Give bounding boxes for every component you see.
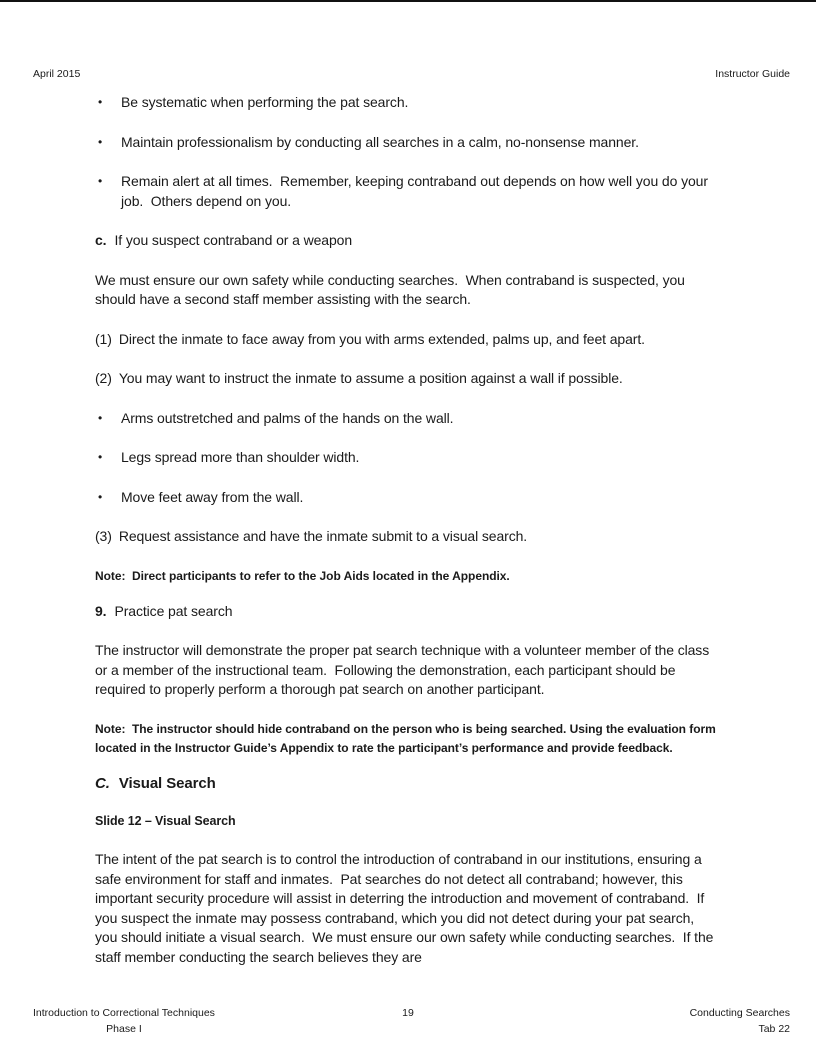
item-text: If you suspect contraband or a weapon — [114, 232, 353, 248]
paragraph: The instructor will demonstrate the proper pat search technique with a volunteer member of the class or a member of the instructional team. Following the demonstration, each participant should be required to properly perform a thorough pat search on another participant. — [95, 642, 713, 697]
item-label: (3) — [95, 528, 112, 544]
header-date: April 2015 — [33, 68, 81, 80]
bullet-text: Remain alert at all times. Remember, keeping contraband out depends on how well you do your job. Others depend on you. — [121, 173, 712, 209]
numbered-item — [95, 527, 717, 547]
header-doc-title: Instructor Guide — [715, 68, 790, 80]
bullet-item — [95, 448, 717, 468]
footer-course-phase: Phase I — [106, 1023, 142, 1035]
bullet-text: Arms outstretched and palms of the hands on the wall. — [121, 409, 454, 426]
item-label: (1) — [95, 330, 112, 347]
bullet-text: Maintain professionalism by conducting all searches in a calm, no-nonsense manner. — [121, 133, 639, 150]
bullet-item — [95, 488, 717, 508]
document-body — [95, 93, 720, 987]
footer-section-title: Conducting Searches — [689, 1007, 790, 1019]
item-label: (2) — [95, 370, 112, 386]
bullet-icon: • — [98, 95, 103, 109]
lettered-heading — [95, 231, 717, 251]
item-label: 9. — [95, 602, 107, 619]
bullet-text: Legs spread more than shoulder width. — [121, 449, 360, 465]
bullet-item — [95, 93, 717, 113]
lettered-heading — [95, 602, 717, 622]
bullet-item — [95, 133, 717, 153]
footer-section — [690, 1005, 790, 1037]
item-label: c. — [95, 232, 107, 248]
item-text: Direct the inmate to face away from you with arms extended, palms up, and feet apart. — [118, 330, 645, 347]
bullet-icon: • — [98, 489, 103, 504]
bullet-icon: • — [98, 450, 103, 464]
section-heading — [95, 774, 717, 794]
bullet-item — [95, 409, 717, 429]
bullet-icon: • — [98, 174, 103, 188]
numbered-item — [95, 369, 717, 389]
page-header — [33, 68, 790, 81]
paragraph: The intent of the pat search is to control the introduction of contraband in our institutions, ensuring a safe environment for staff and inmates. Pat searches do not detect all contraband; however, this important security procedure will assist in deterring the introduction and movement of contraband. If you suspect the inmate may possess contraband, which you did not detect during your pat search, you should initiate a visual search. We must ensure our own safety while conducting searches. If the staff member conducting the search believes they are — [95, 851, 718, 965]
footer-course-title: Introduction to Correctional Techniques — [33, 1007, 215, 1019]
footer-tab: Tab 22 — [758, 1023, 790, 1035]
item-text: You may want to instruct the inmate to assume a position against a wall if possible. — [118, 370, 623, 386]
instructor-note: Note: The instructor should hide contraband on the person who is being searched. Using the evaluation form located in the Instructor Guide’s Appendix to rate the participant’s performance and provide feedback. — [95, 721, 720, 755]
item-text: Request assistance and have the inmate submit to a visual search. — [118, 528, 528, 544]
bullet-text: Be systematic when performing the pat search. — [121, 94, 409, 110]
bullet-icon: • — [98, 410, 103, 425]
numbered-item — [95, 330, 717, 350]
instructor-note: Note: Direct participants to refer to the Job Aids located in the Appendix. — [95, 568, 510, 583]
footer-page-number: 19 — [402, 1007, 414, 1019]
item-text: Practice pat search — [114, 602, 233, 619]
bullet-text: Move feet away from the wall. — [121, 488, 304, 505]
bullet-item — [95, 172, 717, 211]
section-label: C. — [95, 774, 110, 792]
section-title: Visual Search — [118, 774, 216, 792]
paragraph: We must ensure our own safety while conducting searches. When contraband is suspected, you should have a second staff member assisting with the search. — [95, 271, 689, 307]
bullet-icon: • — [98, 134, 103, 149]
slide-reference: Slide 12 – Visual Search — [95, 814, 236, 828]
